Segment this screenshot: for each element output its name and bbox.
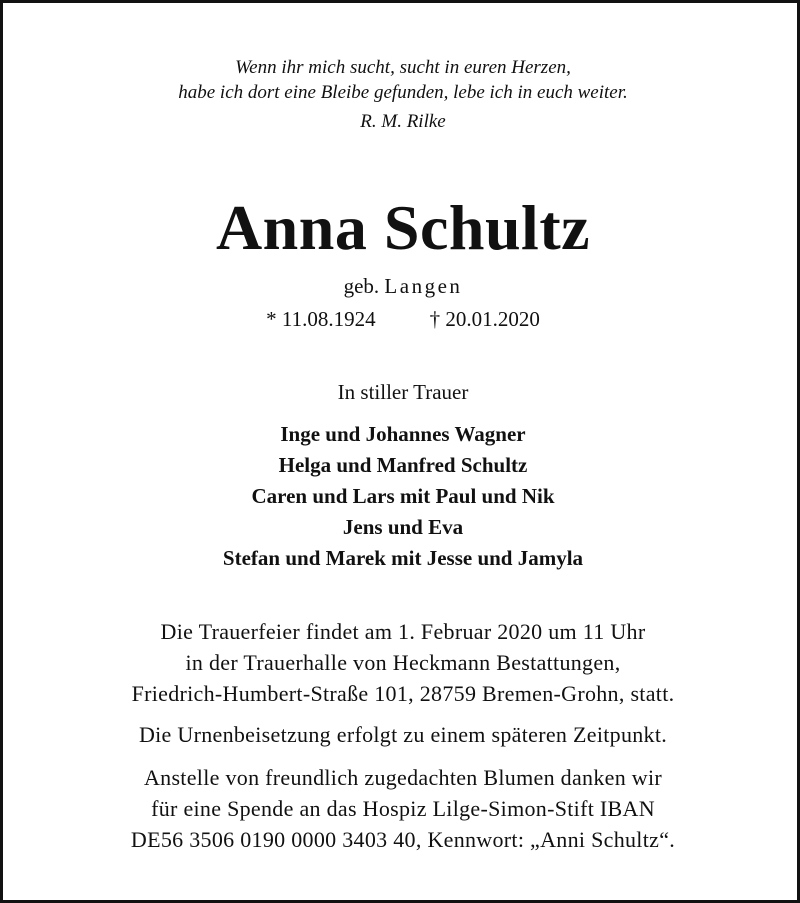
donation-line: DE56 3506 0190 0000 3403 40, Kennwort: „Anni Schultz“. [130,827,676,852]
donation-info [3,762,800,855]
birth-date: * 11.08.1924 [266,307,376,331]
deceased-name: Anna Schultz [215,192,591,263]
ceremony-line: Die Trauerfeier findet am 1. Februar 2020 um 11 Uhr [160,619,646,644]
ceremony-line: in der Trauerhalle von Heckmann Bestattungen, [185,650,621,675]
mourner-family: Jens und Eva [342,515,464,539]
mourner-family: Stefan und Marek mit Jesse und Jamyla [222,546,584,570]
birth-name [3,273,800,299]
birth-surname: Langen [384,274,463,298]
donation-line: Anstelle von freundlich zugedachten Blumen danken wir [143,765,663,790]
burial-info: Die Urnenbeisetzung erfolgt zu einem späteren Zeitpunkt. [138,722,668,747]
ceremony-line: Friedrich-Humbert-Straße 101, 28759 Bremen-Grohn, statt. [131,681,675,706]
mourners-list [3,419,800,574]
mourner-family: Caren und Lars mit Paul und Nik [251,484,555,508]
donation-line: für eine Spende an das Hospiz Lilge-Simon-Stift IBAN [151,796,655,821]
poem [3,55,800,134]
mourner-family: Helga und Manfred Schultz [278,453,528,477]
poem-line: Wenn ihr mich sucht, sucht in euren Herzen, [235,57,571,78]
birth-prefix: geb. [343,274,380,298]
death-date: † 20.01.2020 [429,307,540,331]
mourner-family: Inge und Johannes Wagner [280,422,526,446]
mourning-heading: In stiller Trauer [337,380,469,404]
poem-author: R. M. Rilke [360,111,446,132]
life-dates [3,306,800,332]
poem-line: habe ich dort eine Bleibe gefunden, lebe ich in euch weiter. [178,82,628,103]
ceremony-info [3,616,800,709]
